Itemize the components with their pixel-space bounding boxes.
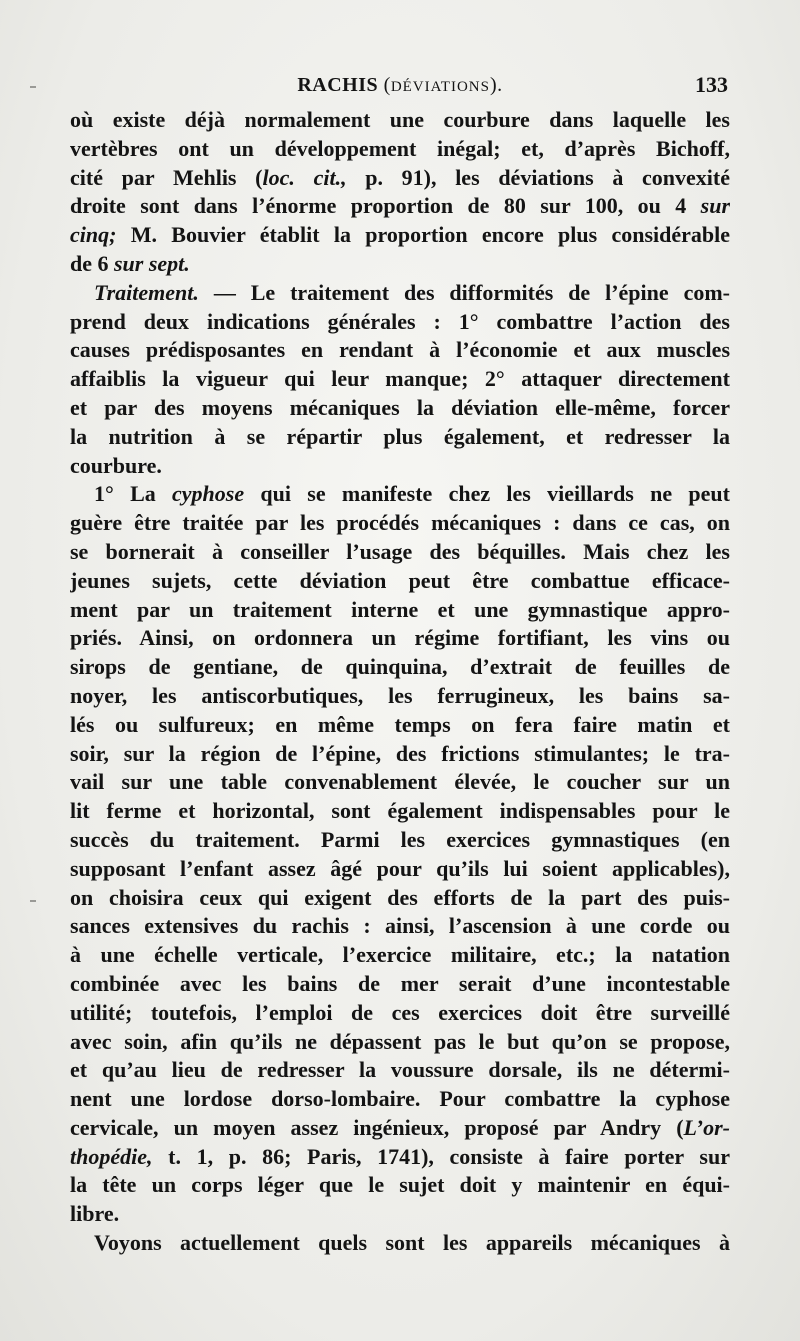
running-head bbox=[70, 68, 730, 104]
text-line: avec soin, afin qu’ils ne dépassent pas le but qu’on se propose, bbox=[70, 1028, 730, 1054]
italic-text: cinq; bbox=[70, 222, 117, 248]
text-line: et qu’au lieu de redresser la voussure dorsale, ils ne détermi- bbox=[70, 1057, 730, 1083]
running-head-title bbox=[70, 74, 730, 97]
text-run: — Le traitement des difformités de l’épine com- bbox=[198, 279, 730, 305]
text-line: guère être traitée par les procédés mécaniques : dans ce cas, on bbox=[70, 510, 730, 536]
text-line: où existe déjà normalement une courbure dans laquelle les bbox=[70, 107, 730, 132]
text-run: de 6 bbox=[70, 250, 114, 276]
text-run: M. Bouvier établit la proportion encore plus considérable bbox=[116, 222, 730, 248]
text-line: supposant l’enfant assez âgé pour qu’ils lui soient applicables), bbox=[70, 855, 730, 881]
italic-text: sur bbox=[700, 193, 730, 219]
text-line: la tête un corps léger que le sujet doit y maintenir en équi- bbox=[70, 1172, 730, 1198]
text-line: Voyons actuellement quels sont les appareils mécaniques à bbox=[94, 1230, 730, 1256]
italic-text: sur sept. bbox=[114, 250, 190, 276]
text-line: prend deux indications générales : 1° combattre l’action des bbox=[70, 308, 730, 334]
text-run: 1° La bbox=[94, 481, 173, 507]
italic-citation: loc. cit., bbox=[262, 164, 347, 190]
text-line: ment par un traitement interne et une gymnastique appro- bbox=[70, 596, 730, 622]
text-line: lés ou sulfureux; en même temps on fera faire matin et bbox=[70, 711, 730, 737]
text-line: courbure. bbox=[70, 452, 162, 478]
text-run: cervicale, un moyen assez ingénieux, proposé par Andry ( bbox=[70, 1114, 684, 1140]
text-line: vertèbres ont un développement inégal; et, d’après Bichoff, bbox=[70, 135, 730, 161]
text-line bbox=[70, 250, 730, 279]
section-heading-italic: Traitement. bbox=[94, 279, 199, 305]
text-line: noyer, les antiscorbutiques, les ferrugineux, les bains sa- bbox=[70, 682, 730, 708]
page-number: 133 bbox=[695, 72, 728, 97]
running-head-subtitle: DÉVIATIONS bbox=[390, 79, 490, 95]
body-text bbox=[70, 106, 730, 1258]
page-edge-mark bbox=[30, 900, 36, 902]
running-head-paren-close: ). bbox=[489, 74, 503, 96]
text-line: on choisira ceux qui exigent des efforts de la part des puis- bbox=[70, 884, 730, 910]
text-line: sirops de gentiane, de quinquina, d’extrait de feuilles de bbox=[70, 654, 730, 680]
text-run: t. 1, p. 86; Paris, 1741), consiste à faire porter sur bbox=[152, 1143, 730, 1169]
text-line: se bornerait à conseiller l’usage des béquilles. Mais chez les bbox=[70, 538, 730, 564]
text-line: jeunes sujets, cette déviation peut être combattue efficace- bbox=[70, 567, 730, 593]
text-line: causes prédisposantes en rendant à l’économie et aux muscles bbox=[70, 337, 730, 363]
text-line: libre. bbox=[70, 1201, 120, 1227]
text-line: priés. Ainsi, on ordonnera un régime fortifiant, les vins ou bbox=[70, 625, 730, 651]
text-run: qui se manifeste chez les vieillards ne peut bbox=[244, 481, 730, 507]
text-line bbox=[70, 164, 730, 193]
text-run: p. 91), les déviations à convexité bbox=[346, 164, 730, 190]
text-line bbox=[70, 1143, 730, 1172]
page-edge-mark bbox=[30, 86, 36, 88]
text-line: utilité; toutefois, l’emploi de ces exercices doit être surveillé bbox=[70, 999, 730, 1025]
italic-citation: L’or- bbox=[683, 1114, 730, 1140]
text-line: à une échelle verticale, l’exercice militaire, etc.; la natation bbox=[70, 942, 730, 968]
text-line: soir, sur la région de l’épine, des frictions stimulantes; le tra- bbox=[70, 740, 730, 766]
running-head-main: RACHIS bbox=[297, 74, 379, 96]
text-line: nent une lordose dorso-lombaire. Pour combattre la cyphose bbox=[70, 1086, 730, 1112]
italic-citation: thopédie, bbox=[70, 1143, 153, 1169]
text-run: cité par Mehlis ( bbox=[70, 164, 263, 190]
text-line: lit ferme et horizontal, sont également indispensables pour le bbox=[70, 798, 730, 824]
text-line: et par des moyens mécaniques la déviation elle-même, forcer bbox=[70, 394, 730, 420]
text-line: succès du traitement. Parmi les exercices gymnastiques (en bbox=[70, 826, 730, 852]
italic-term: cyphose bbox=[172, 481, 245, 507]
text-line bbox=[70, 480, 730, 509]
text-line: la nutrition à se répartir plus également, et redresser la bbox=[70, 423, 730, 449]
running-head-paren-open: ( bbox=[383, 74, 391, 96]
text-line: combinée avec les bains de mer serait d’une incontestable bbox=[70, 970, 730, 996]
text-line bbox=[70, 221, 730, 250]
text-run: droite sont dans l’énorme proportion de 80 sur 100, ou 4 bbox=[70, 193, 701, 219]
text-line bbox=[70, 192, 730, 221]
text-line: affaiblis la vigueur qui leur manque; 2° attaquer directement bbox=[70, 366, 730, 392]
text-line: vail sur une table convenablement élevée, le coucher sur un bbox=[70, 769, 730, 795]
text-line bbox=[70, 279, 730, 308]
text-line bbox=[70, 1114, 730, 1143]
text-line: sances extensives du rachis : ainsi, l’ascension à une corde ou bbox=[70, 913, 730, 939]
